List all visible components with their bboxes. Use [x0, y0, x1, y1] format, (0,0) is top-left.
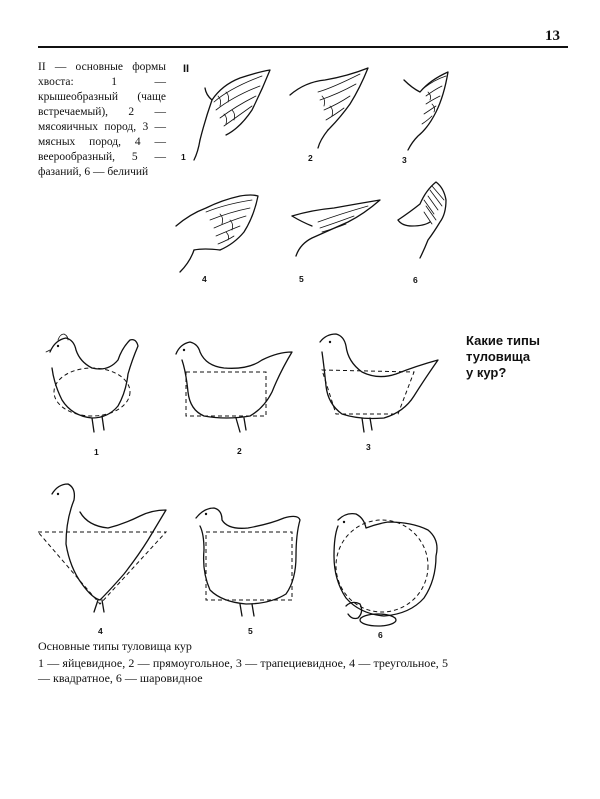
- hen-2-rectangular: [176, 342, 292, 432]
- page-number: 13: [545, 28, 560, 44]
- hen-5-square: [196, 508, 300, 616]
- tail-1-roof-shaped: [194, 70, 270, 160]
- tail-6-squirrel: [398, 182, 446, 258]
- tail-3-meat: [404, 72, 448, 150]
- tail-label-1: 1: [181, 152, 186, 162]
- body-label-5: 5: [248, 626, 253, 636]
- question-line-3: у кур?: [466, 365, 507, 380]
- body-types-title: Основные типы туловища кур: [38, 639, 192, 653]
- hen-4-triangular: [38, 484, 166, 612]
- figure-roman-numeral: II: [183, 63, 190, 75]
- tail-label-4: 4: [202, 274, 207, 284]
- body-label-6: 6: [378, 630, 383, 640]
- tail-forms-caption: II — основные формы хвоста: 1 — крышеобразный (чаще встречаемый), 2 — мясояичных пород, 3 — мясных пород, 4 — веерообразный, 5 — фазаний, 6 — беличий: [38, 61, 166, 178]
- hen-1-egg-shaped: [46, 334, 138, 432]
- question-line-1: Какие типы: [466, 333, 540, 348]
- tail-label-6: 6: [413, 275, 418, 285]
- body-types-description: 1 — яйцевидное, 2 — прямоугольное, 3 — трапециевидное, 4 — треугольное, 5 — квадратное, 6 — шаровидное: [38, 656, 448, 685]
- body-label-1: 1: [94, 447, 99, 457]
- tail-2-meat-egg: [290, 68, 368, 148]
- tail-4-fan-shaped: [176, 195, 258, 272]
- question-line-2: туловища: [466, 349, 531, 364]
- body-label-3: 3: [366, 442, 371, 452]
- body-label-2: 2: [237, 446, 242, 456]
- tail-label-5: 5: [299, 274, 304, 284]
- tail-5-pheasant: [292, 200, 380, 256]
- hen-6-spherical: [334, 514, 437, 626]
- tail-label-3: 3: [402, 155, 407, 165]
- hen-3-trapezoidal: [320, 334, 438, 432]
- tail-label-2: 2: [308, 153, 313, 163]
- body-label-4: 4: [98, 626, 103, 636]
